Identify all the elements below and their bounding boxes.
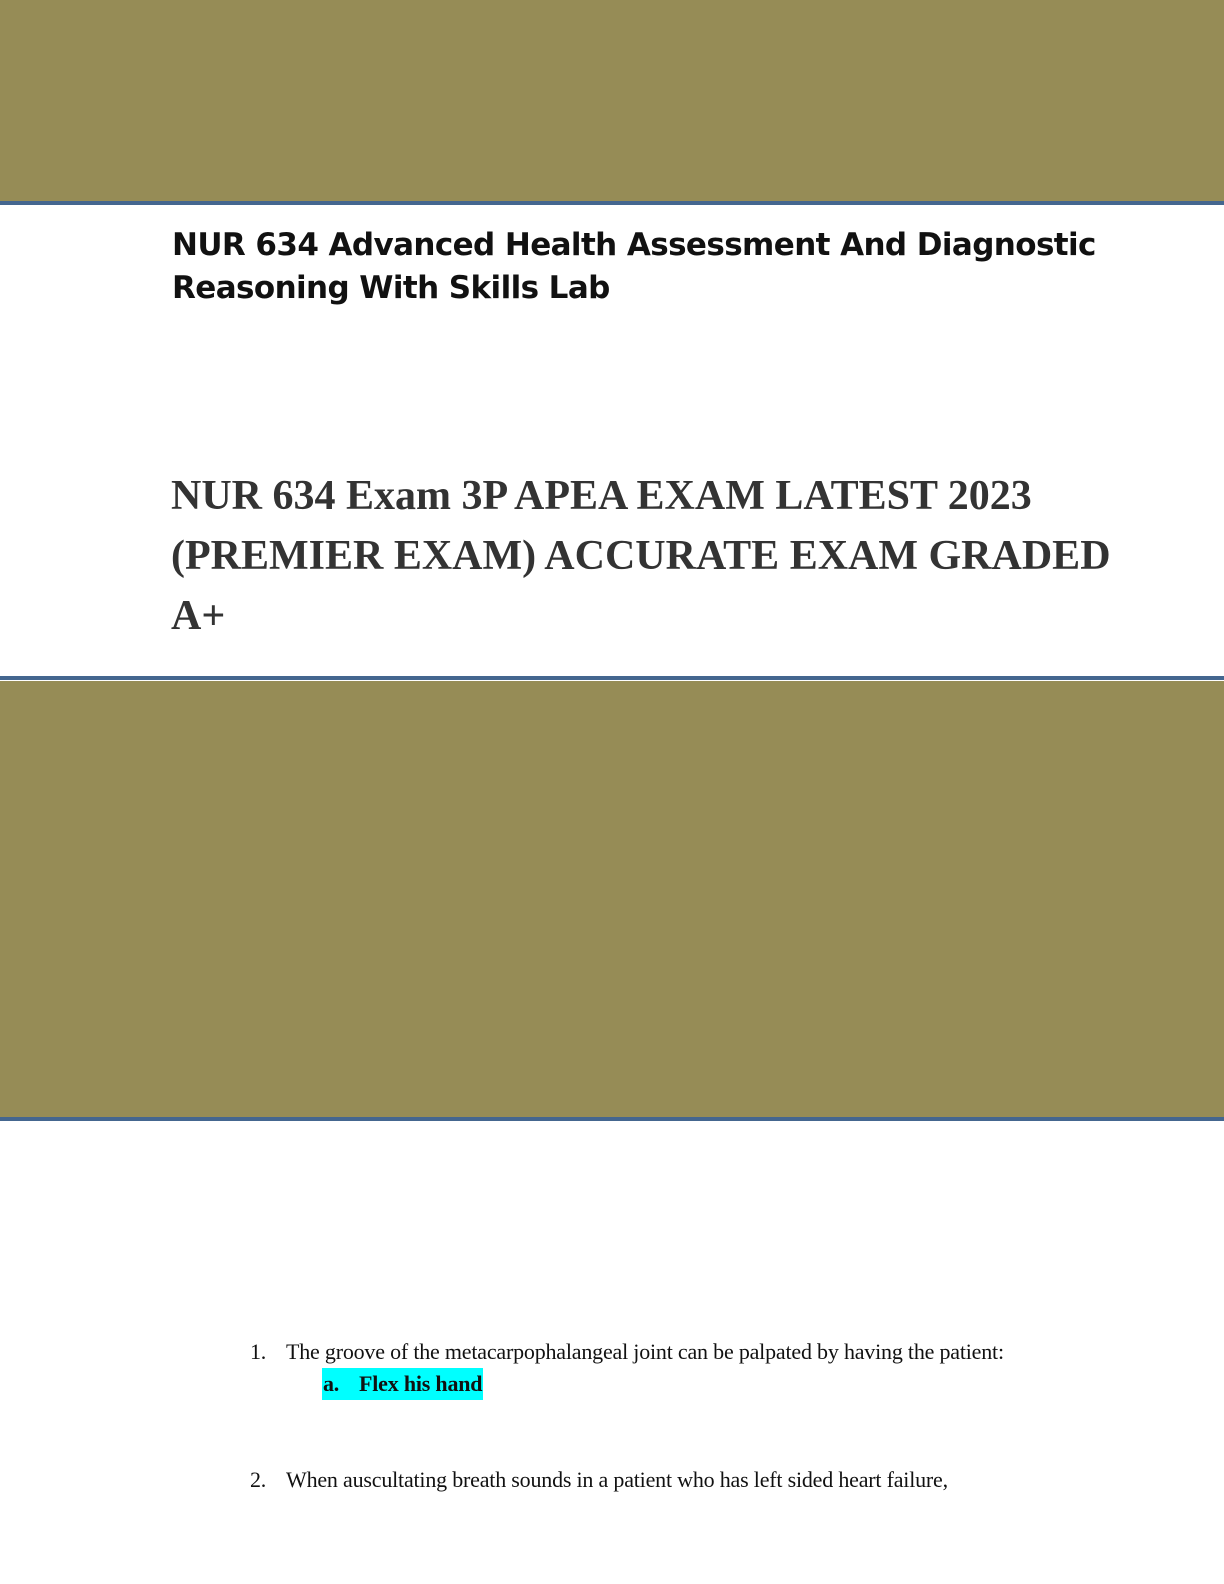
question-item: [250, 1336, 1090, 1400]
question-text: The groove of the metacarpophalangeal joint can be palpated by having the patient:: [286, 1339, 1004, 1364]
divider-rule: [0, 676, 1224, 680]
question-list: [250, 1336, 1090, 1496]
question-number: 2.: [250, 1467, 267, 1492]
question-number: 1.: [250, 1339, 267, 1364]
course-title: NUR 634 Advanced Health Assessment And Diagnostic Reasoning With Skills Lab: [172, 227, 1096, 306]
bottom-cover-band: [0, 681, 1224, 1117]
answer-text: Flex his hand: [359, 1371, 483, 1396]
answer-letter: a.: [323, 1371, 340, 1396]
top-cover-band: [0, 0, 1224, 201]
question-text: When auscultating breath sounds in a patient who has left sided heart failure,: [286, 1467, 948, 1492]
exam-title: NUR 634 Exam 3P APEA EXAM LATEST 2023 (PREMIER EXAM) ACCURATE EXAM GRADED A+: [171, 473, 1111, 639]
answer-option: [286, 1368, 1090, 1400]
divider-rule: [0, 1117, 1224, 1121]
divider-rule: [0, 201, 1224, 205]
question-item: [250, 1464, 1090, 1496]
highlighted-answer: [322, 1368, 483, 1400]
